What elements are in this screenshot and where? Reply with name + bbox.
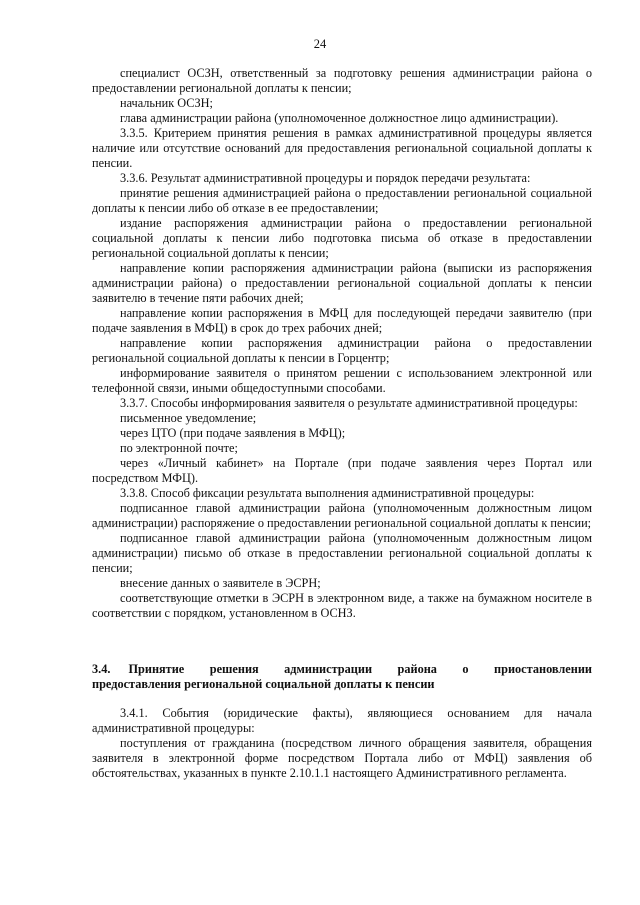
paragraph: подписанное главой администрации района (уполномоченным должностным лицом администрации) распоряжение о предоставлении региональной социальной доплаты к пенсии;	[92, 501, 592, 530]
paragraph: по электронной почте;	[120, 441, 238, 455]
paragraph: через ЦТО (при подаче заявления в МФЦ);	[120, 426, 346, 440]
paragraph: письменное уведомление;	[120, 411, 257, 425]
page-number: 24	[313, 37, 327, 51]
paragraph: направление копии распоряжения в МФЦ для последующей передачи заявителю (при подаче заявления в МФЦ) в срок до трех рабочих дней;	[92, 306, 592, 335]
paragraph: 3.4.1. События (юридические факты), являющиеся основанием для начала административной процедуры:	[92, 706, 592, 735]
paragraph: издание распоряжения администрации района о предоставлении региональной социальной доплаты к пенсии либо подготовка письма об отказе в предоставлении региональной социальной доплаты к пенсии;	[92, 216, 592, 260]
paragraph: специалист ОСЗН, ответственный за подготовку решения администрации района о предоставлении региональной доплаты к пенсии;	[92, 66, 592, 95]
section-title-part-1: Принятие решения администрации района о приостановлении	[128, 662, 592, 676]
paragraph: начальник ОСЗН;	[120, 96, 213, 110]
section-heading	[92, 662, 592, 692]
paragraph: направление копии распоряжения администрации района (выписки из распоряжения администрации района) о предоставлении региональной социальной доплаты к пенсии заявителю в течение пяти рабочих дней;	[92, 261, 592, 305]
paragraph: внесение данных о заявителе в ЭСРН;	[120, 576, 321, 590]
paragraph: глава администрации района (уполномоченное должностное лицо администрации).	[120, 111, 559, 125]
paragraph: 3.3.7. Способы информирования заявителя о результате административной процедуры:	[120, 396, 578, 410]
paragraph: информирование заявителя о принятом решении с использованием электронной или телефонной связи, иными общедоступными способами.	[92, 366, 592, 395]
section-number: 3.4.	[92, 662, 111, 676]
section-title-part-2: предоставления региональной социальной доплаты к пенсии	[92, 677, 435, 691]
paragraph: через «Личный кабинет» на Портале (при подаче заявления через Портал или посредством МФЦ).	[92, 456, 592, 485]
section-text	[92, 706, 592, 781]
paragraph: 3.3.6. Результат административной процедуры и порядок передачи результата:	[120, 171, 531, 185]
paragraph: направление копии распоряжения администрации района о предоставлении региональной социальной доплаты к пенсии в Горцентр;	[92, 336, 592, 365]
section-heading-line-1	[92, 662, 592, 677]
paragraph: соответствующие отметки в ЭСРН в электронном виде, а также на бумажном носителе в соответствии с порядком, установленном в ОСНЗ.	[92, 591, 592, 620]
paragraph: подписанное главой администрации района (уполномоченным должностным лицом администрации) письмо об отказе в предоставлении региональной социальной доплаты к пенсии;	[92, 531, 592, 575]
main-text	[92, 66, 592, 621]
paragraph: 3.3.5. Критерием принятия решения в рамках административной процедуры является наличие или отсутствие оснований для предоставления региональной социальной доплаты к пенсии.	[92, 126, 592, 170]
paragraph: 3.3.8. Способ фиксации результата выполнения административной процедуры:	[120, 486, 535, 500]
paragraph: поступления от гражданина (посредством личного обращения заявителя, обращения заявителя в электронной форме посредством Портала либо от МФЦ) заявления об обстоятельствах, указанных в пункте 2.10.1.1 настоящего Административного регламента.	[92, 736, 592, 780]
paragraph: принятие решения администрацией района о предоставлении региональной социальной доплаты к пенсии либо об отказе в ее предоставлении;	[92, 186, 592, 215]
